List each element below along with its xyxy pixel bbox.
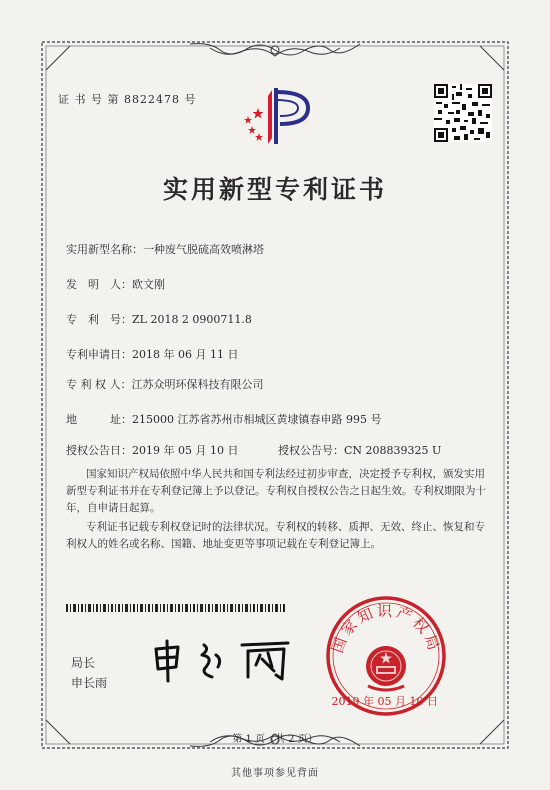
page-title: 实用新型专利证书 (162, 175, 387, 204)
field-value: 2019 年 05 月 10 日 (132, 444, 239, 457)
field-label: 授权公告日： (66, 444, 132, 457)
signatory-name: 申长雨 (71, 676, 108, 690)
seal-date: 2019 年 05 月 10 日 (331, 695, 438, 708)
field-grant-date (66, 442, 238, 458)
field-value: 215000 江苏省苏州市相城区黄埭镇春申路 995 号 (132, 413, 382, 426)
field-patentee (66, 376, 264, 392)
field-patent-number (66, 311, 252, 327)
certificate-number: 证 书 号 第 8822478 号 (58, 93, 197, 106)
field-label: 授权公告号： (278, 444, 344, 457)
field-value: 江苏众明环保科技有限公司 (131, 378, 264, 391)
field-utility-model-name (66, 241, 264, 257)
field-value: ZL 2018 2 0900711.8 (132, 313, 252, 326)
grant-statement-paragraph: 国家知识产权局依照中华人民共和国专利法经过初步审查，决定授予专利权，颁发实用新型专利证书并在专利登记簿上予以登记。专利权自授权公告之日起生效。专利权期限为十年，自申请日起算。 (66, 468, 486, 514)
legal-status-paragraph: 专利证书记载专利权登记时的法律状况。专利权的转移、质押、无效、终止、恢复和专利权人的姓名或名称、国籍、地址变更等事项记载在专利登记簿上。 (66, 521, 485, 550)
field-inventor (66, 276, 165, 292)
field-label: 专 利 权 人： (66, 378, 132, 391)
field-grant-number (278, 442, 441, 458)
field-label: 地 址： (66, 413, 132, 426)
field-label: 专利申请日： (66, 348, 132, 361)
barcode-strip (66, 604, 286, 612)
field-value: CN 208839325 U (344, 444, 442, 457)
field-label: 专 利 号： (66, 313, 132, 326)
field-value: 一种废气脱硫高效喷淋塔 (143, 243, 264, 256)
patent-office-logo-icon (228, 86, 324, 148)
page-number: 第 1 页（共 2 页） (232, 734, 318, 745)
field-label: 实用新型名称： (66, 243, 143, 256)
field-value: 2018 年 06 月 11 日 (132, 348, 239, 361)
field-value: 欧文刚 (132, 278, 165, 291)
back-note: 其他事项参见背面 (231, 768, 319, 779)
seal-text: 国家知识产权局 (328, 602, 444, 656)
national-emblem-icon (366, 646, 406, 690)
field-label: 发 明 人： (66, 278, 132, 291)
signatory-title: 局长 (71, 656, 96, 670)
field-filing-date (66, 346, 238, 362)
field-address (66, 411, 381, 427)
handwritten-signature (150, 637, 300, 683)
qr-code-icon (434, 84, 492, 142)
